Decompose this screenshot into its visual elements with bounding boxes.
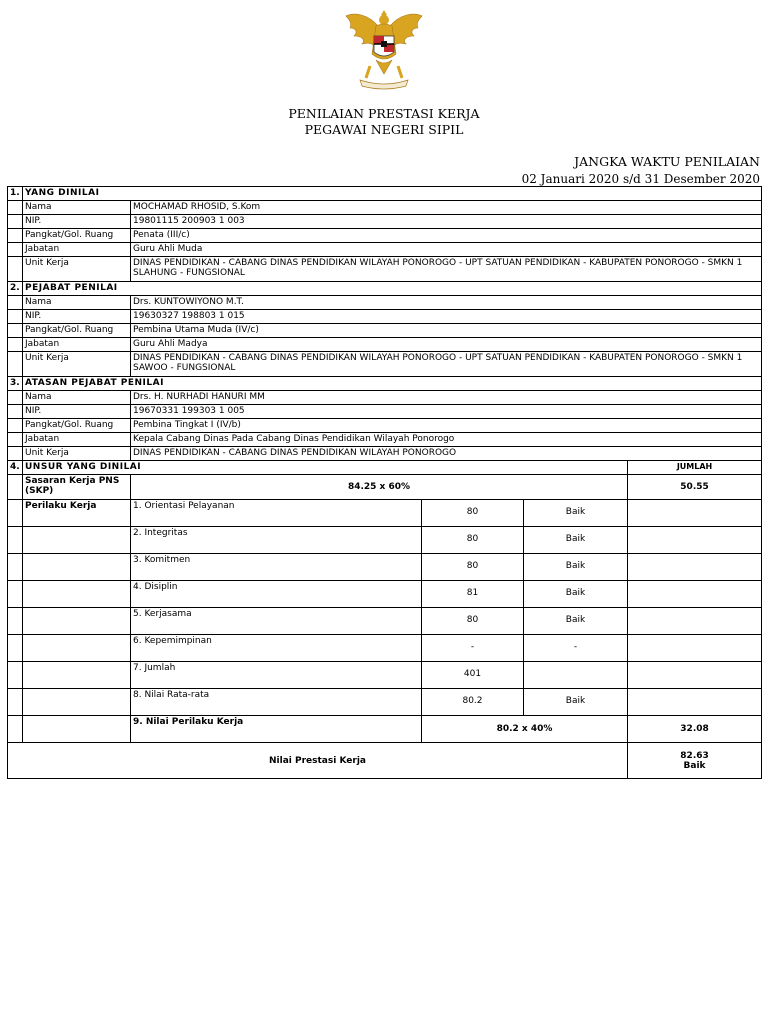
field-label: Pangkat/Gol. Ruang <box>23 324 131 338</box>
behavior-score-cell <box>422 608 524 635</box>
table-row <box>8 447 762 461</box>
field-label: Jabatan <box>23 433 131 447</box>
skp-formula: 84.25 x 60% <box>131 475 628 500</box>
table-row <box>8 257 762 282</box>
field-label: NIP. <box>23 310 131 324</box>
behavior-score-cell <box>422 689 524 716</box>
behavior-score-cell <box>422 662 524 689</box>
behavior-score: 80 <box>466 615 479 625</box>
behavior-score: 80 <box>466 507 479 517</box>
field-label: Nama <box>23 201 131 215</box>
field-label: Nama <box>23 391 131 405</box>
section-header <box>8 377 762 391</box>
table-row <box>8 405 762 419</box>
table-row <box>8 338 762 352</box>
field-value: MOCHAMAD RHOSID, S.Kom <box>131 201 762 215</box>
table-row <box>8 296 762 310</box>
table-row <box>8 243 762 257</box>
behavior-name: 3. Komitmen <box>131 554 422 581</box>
field-label: Unit Kerja <box>23 352 131 377</box>
section-number: 4. <box>8 461 23 475</box>
nilai-perilaku-label: 9. Nilai Perilaku Kerja <box>131 716 422 743</box>
field-value: Pembina Tingkat I (IV/b) <box>131 419 762 433</box>
behavior-score: 80 <box>466 561 479 571</box>
section-title: ATASAN PEJABAT PENILAI <box>23 377 762 391</box>
behavior-name: 7. Jumlah <box>131 662 422 689</box>
field-value: Drs. H. NURHADI HANURI MM <box>131 391 762 405</box>
final-score-grade: Baik <box>683 760 706 771</box>
behavior-row <box>8 608 762 635</box>
table-row <box>8 229 762 243</box>
garuda-emblem <box>340 6 428 92</box>
assessment-table <box>7 186 762 779</box>
field-value: 19670331 199303 1 005 <box>131 405 762 419</box>
period-value: 02 Januari 2020 s/d 31 Desember 2020 <box>521 172 760 186</box>
behavior-grade-cell <box>524 500 628 527</box>
section-title: UNSUR YANG DINILAI <box>23 461 628 475</box>
table-row <box>8 391 762 405</box>
skp-row <box>8 475 762 500</box>
field-value: Guru Ahli Muda <box>131 243 762 257</box>
field-label: Unit Kerja <box>23 257 131 282</box>
behavior-grade-cell <box>524 608 628 635</box>
section-title: YANG DINILAI <box>23 187 762 201</box>
behavior-grade: Baik <box>565 561 586 571</box>
nilai-perilaku-total: 32.08 <box>628 716 762 743</box>
behavior-score: 401 <box>463 669 482 679</box>
behavior-row <box>8 581 762 608</box>
behavior-score-cell <box>422 635 524 662</box>
table-row <box>8 310 762 324</box>
section-header <box>8 187 762 201</box>
field-value: Pembina Utama Muda (IV/c) <box>131 324 762 338</box>
behavior-grade-cell <box>524 554 628 581</box>
behavior-name: 6. Kepemimpinan <box>131 635 422 662</box>
behavior-score-cell <box>422 554 524 581</box>
jumlah-header: JUMLAH <box>628 461 762 475</box>
table-row <box>8 201 762 215</box>
field-label: Nama <box>23 296 131 310</box>
behavior-grade: - <box>573 642 578 652</box>
skp-label: Sasaran Kerja PNS (SKP) <box>23 475 131 500</box>
behavior-name: 2. Integritas <box>131 527 422 554</box>
behavior-row <box>8 635 762 662</box>
field-value: Kepala Cabang Dinas Pada Cabang Dinas Pendidikan Wilayah Ponorogo <box>131 433 762 447</box>
field-label: Pangkat/Gol. Ruang <box>23 419 131 433</box>
field-value: DINAS PENDIDIKAN - CABANG DINAS PENDIDIKAN WILAYAH PONOROGO <box>131 447 762 461</box>
behavior-grade-cell <box>524 662 628 689</box>
behavior-grade-cell <box>524 689 628 716</box>
field-label: Unit Kerja <box>23 447 131 461</box>
final-score-value: 82.63 <box>680 750 709 761</box>
behavior-score: 80 <box>466 534 479 544</box>
behavior-row <box>8 500 762 527</box>
behavior-name: 8. Nilai Rata-rata <box>131 689 422 716</box>
field-value: Penata (III/c) <box>131 229 762 243</box>
field-label: NIP. <box>23 405 131 419</box>
field-value: 19801115 200903 1 003 <box>131 215 762 229</box>
table-row <box>8 215 762 229</box>
table-row <box>8 433 762 447</box>
field-value: Drs. KUNTOWIYONO M.T. <box>131 296 762 310</box>
behavior-score-cell <box>422 500 524 527</box>
period-label: JANGKA WAKTU PENILAIAN <box>574 154 760 169</box>
section-title: PEJABAT PENILAI <box>23 282 762 296</box>
nilai-perilaku-formula: 80.2 x 40% <box>422 716 628 743</box>
behavior-grade: Baik <box>565 588 586 598</box>
behavior-row <box>8 554 762 581</box>
section-header <box>8 461 762 475</box>
behavior-grade: Baik <box>565 534 586 544</box>
behavior-row <box>8 527 762 554</box>
nilai-perilaku-row <box>8 716 762 743</box>
behavior-grade-cell <box>524 527 628 554</box>
form-title-line2: PEGAWAI NEGERI SIPIL <box>304 122 464 137</box>
behavior-grade: Baik <box>565 615 586 625</box>
behavior-score: 80.2 <box>462 696 483 706</box>
field-label: Jabatan <box>23 338 131 352</box>
field-value: 19630327 198803 1 015 <box>131 310 762 324</box>
perilaku-label: Perilaku Kerja <box>23 500 131 527</box>
behavior-score-cell <box>422 581 524 608</box>
table-row <box>8 419 762 433</box>
field-label: NIP. <box>23 215 131 229</box>
behavior-score: - <box>470 642 475 652</box>
field-label: Pangkat/Gol. Ruang <box>23 229 131 243</box>
behavior-name: 4. Disiplin <box>131 581 422 608</box>
behavior-row <box>8 662 762 689</box>
behavior-grade: Baik <box>565 696 586 706</box>
behavior-grade: Baik <box>565 507 586 517</box>
skp-total: 50.55 <box>628 475 762 500</box>
final-score-cell <box>628 743 762 779</box>
behavior-score: 81 <box>466 588 479 598</box>
form-title-line1: PENILAIAN PRESTASI KERJA <box>288 106 480 121</box>
behavior-grade-cell <box>524 635 628 662</box>
section-number: 2. <box>8 282 23 296</box>
table-row <box>8 352 762 377</box>
behavior-grade-cell <box>524 581 628 608</box>
final-score-label: Nilai Prestasi Kerja <box>8 743 628 779</box>
field-value: DINAS PENDIDIKAN - CABANG DINAS PENDIDIKAN WILAYAH PONOROGO - UPT SATUAN PENDIDIKAN - KABUPATEN PONOROGO - SMKN 1 SAWOO - FUNGSIONAL <box>131 352 762 377</box>
field-value: DINAS PENDIDIKAN - CABANG DINAS PENDIDIKAN WILAYAH PONOROGO - UPT SATUAN PENDIDIKAN - KABUPATEN PONOROGO - SMKN 1 SLAHUNG - FUNGSIONAL <box>131 257 762 282</box>
field-label: Jabatan <box>23 243 131 257</box>
table-row <box>8 324 762 338</box>
field-value: Guru Ahli Madya <box>131 338 762 352</box>
behavior-name: 5. Kerjasama <box>131 608 422 635</box>
section-header <box>8 282 762 296</box>
behavior-score-cell <box>422 527 524 554</box>
section-number: 3. <box>8 377 23 391</box>
final-score-row <box>8 743 762 779</box>
section-number: 1. <box>8 187 23 201</box>
behavior-name: 1. Orientasi Pelayanan <box>131 500 422 527</box>
behavior-row <box>8 689 762 716</box>
